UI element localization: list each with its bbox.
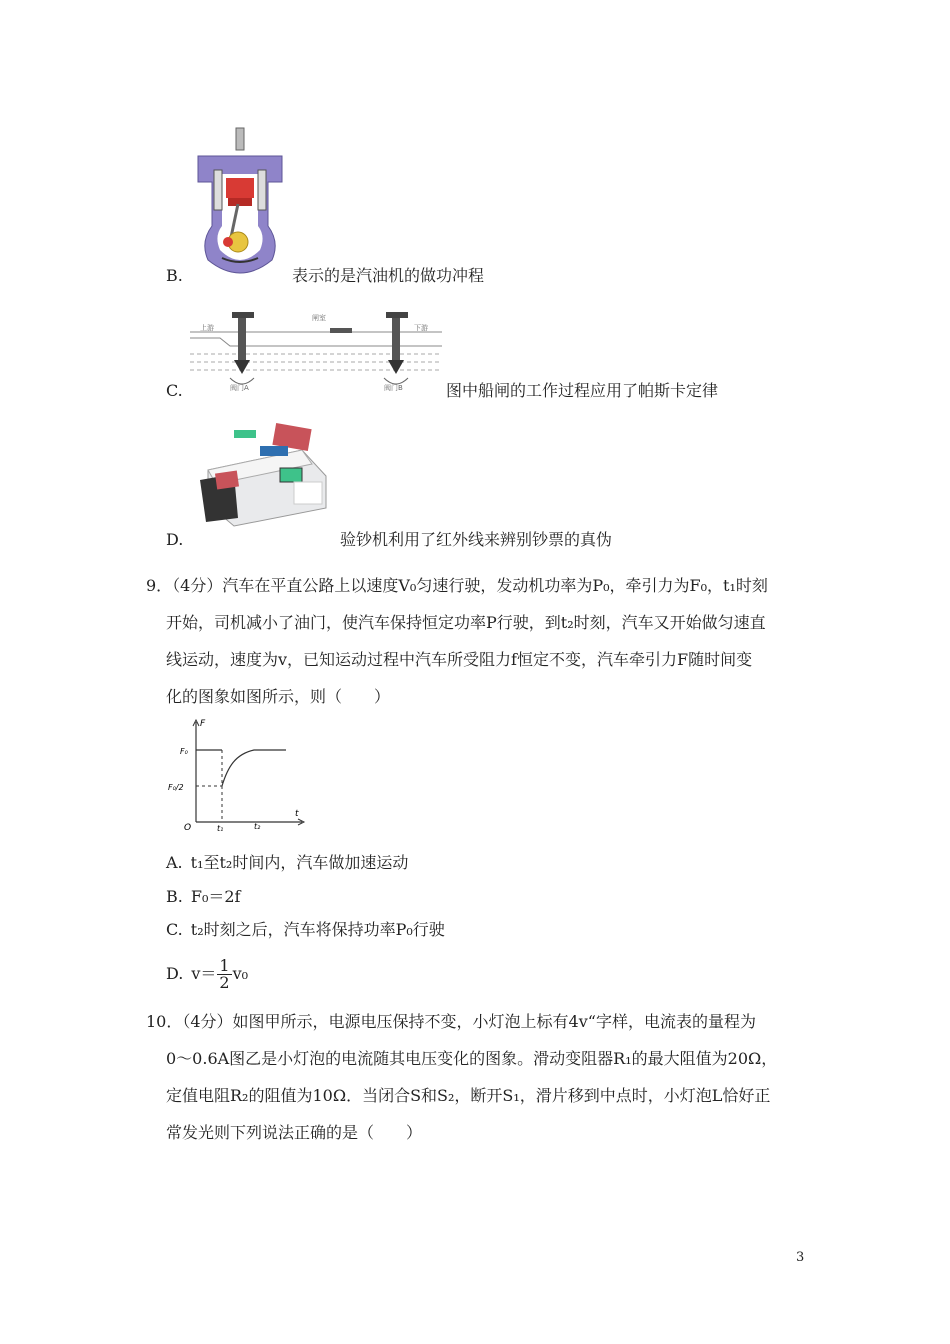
option-d-text: 验钞机利用了红外线来辨别钞票的真伪 [340, 530, 613, 549]
gate-b-label: 阀门B [384, 384, 403, 392]
q9-option-d-prefix: v＝ [191, 964, 217, 983]
q10-stem-line-3: 定值电阻R₂的阻值为10Ω．当闭合S和S₂，断开S₁，滑片移到中点时，小灯泡L恰好正 [166, 1086, 771, 1105]
fraction-numerator: 1 [219, 956, 230, 975]
q9-option-b-label: B. [166, 887, 183, 906]
ship-lock-figure [190, 308, 442, 392]
q9-option-d [166, 954, 248, 994]
upstream-label: 上游 [200, 324, 214, 332]
chamber-label: 闸室 [312, 314, 326, 322]
q10-stem-line-4: 常发光则下列说法正确的是（ ） [166, 1123, 423, 1142]
q9-option-c-label: C. [166, 920, 183, 939]
downstream-label: 下游 [414, 324, 428, 332]
q9-option-c-text: t₂时刻之后，汽车将保持功率P₀行驶 [190, 920, 445, 939]
q10-stem-line-2: 0～0.6A图乙是小灯泡的电流随其电压变化的图象。滑动变阻器R₁的最大阻值为20Ω， [166, 1049, 778, 1068]
gate-a-label: 阀门A [230, 384, 249, 392]
q9-option-b [166, 887, 240, 907]
option-c-text: 图中船闸的工作过程应用了帕斯卡定律 [446, 381, 719, 400]
graph-tick-f0-half: F₀/2 [168, 783, 184, 792]
graph-tick-t1: t₁ [217, 824, 224, 833]
q10-stem-line-1: 10．（4分）如图甲所示，电源电压保持不变，小灯泡上标有4v“字样，电流表的量程为 [146, 1012, 756, 1031]
fraction-denominator: 2 [219, 973, 230, 992]
q9-option-d-label: D. [166, 964, 184, 983]
page-number: 3 [796, 1250, 805, 1265]
q9-option-b-text: F₀＝2f [190, 887, 241, 906]
money-counter-figure [194, 420, 330, 532]
q9-option-d-suffix: v₀ [232, 964, 249, 983]
graph-tick-f0: F₀ [180, 747, 188, 756]
q9-stem-line-3: 线运动，速度为v，已知运动过程中汽车所受阻力f恒定不变，汽车牵引力F随时间变 [166, 650, 753, 669]
engine-stroke-figure [192, 126, 288, 278]
q9-option-a [166, 853, 408, 873]
option-b-text: 表示的是汽油机的做功冲程 [292, 266, 485, 285]
q9-stem-line-4: 化的图象如图所示，则（ ） [166, 687, 391, 706]
q9-stem-line-1: 9．（4分）汽车在平直公路上以速度V₀匀速行驶，发动机功率为P₀，牵引力为F₀，t₁时刻 [146, 576, 768, 595]
q9-stem-line-2: 开始，司机减小了油门，使汽车保持恒定功率P行驶，到t₂时刻，汽车又开始做匀速直 [166, 613, 766, 632]
q9-option-c [166, 920, 445, 940]
graph-tick-t2: t₂ [254, 822, 261, 831]
q9-option-a-text: t₁至t₂时间内，汽车做加速运动 [190, 853, 409, 872]
option-d-label: D. [166, 530, 184, 549]
graph-y-axis-label: F [200, 719, 206, 729]
force-time-graph [164, 716, 306, 836]
q9-option-d-fraction [217, 958, 231, 991]
option-c-label: C. [166, 381, 183, 400]
option-b-label: B. [166, 266, 183, 285]
q9-option-a-label: A. [166, 853, 183, 872]
graph-origin-label: O [184, 823, 192, 833]
graph-x-axis-label: t [295, 809, 299, 819]
